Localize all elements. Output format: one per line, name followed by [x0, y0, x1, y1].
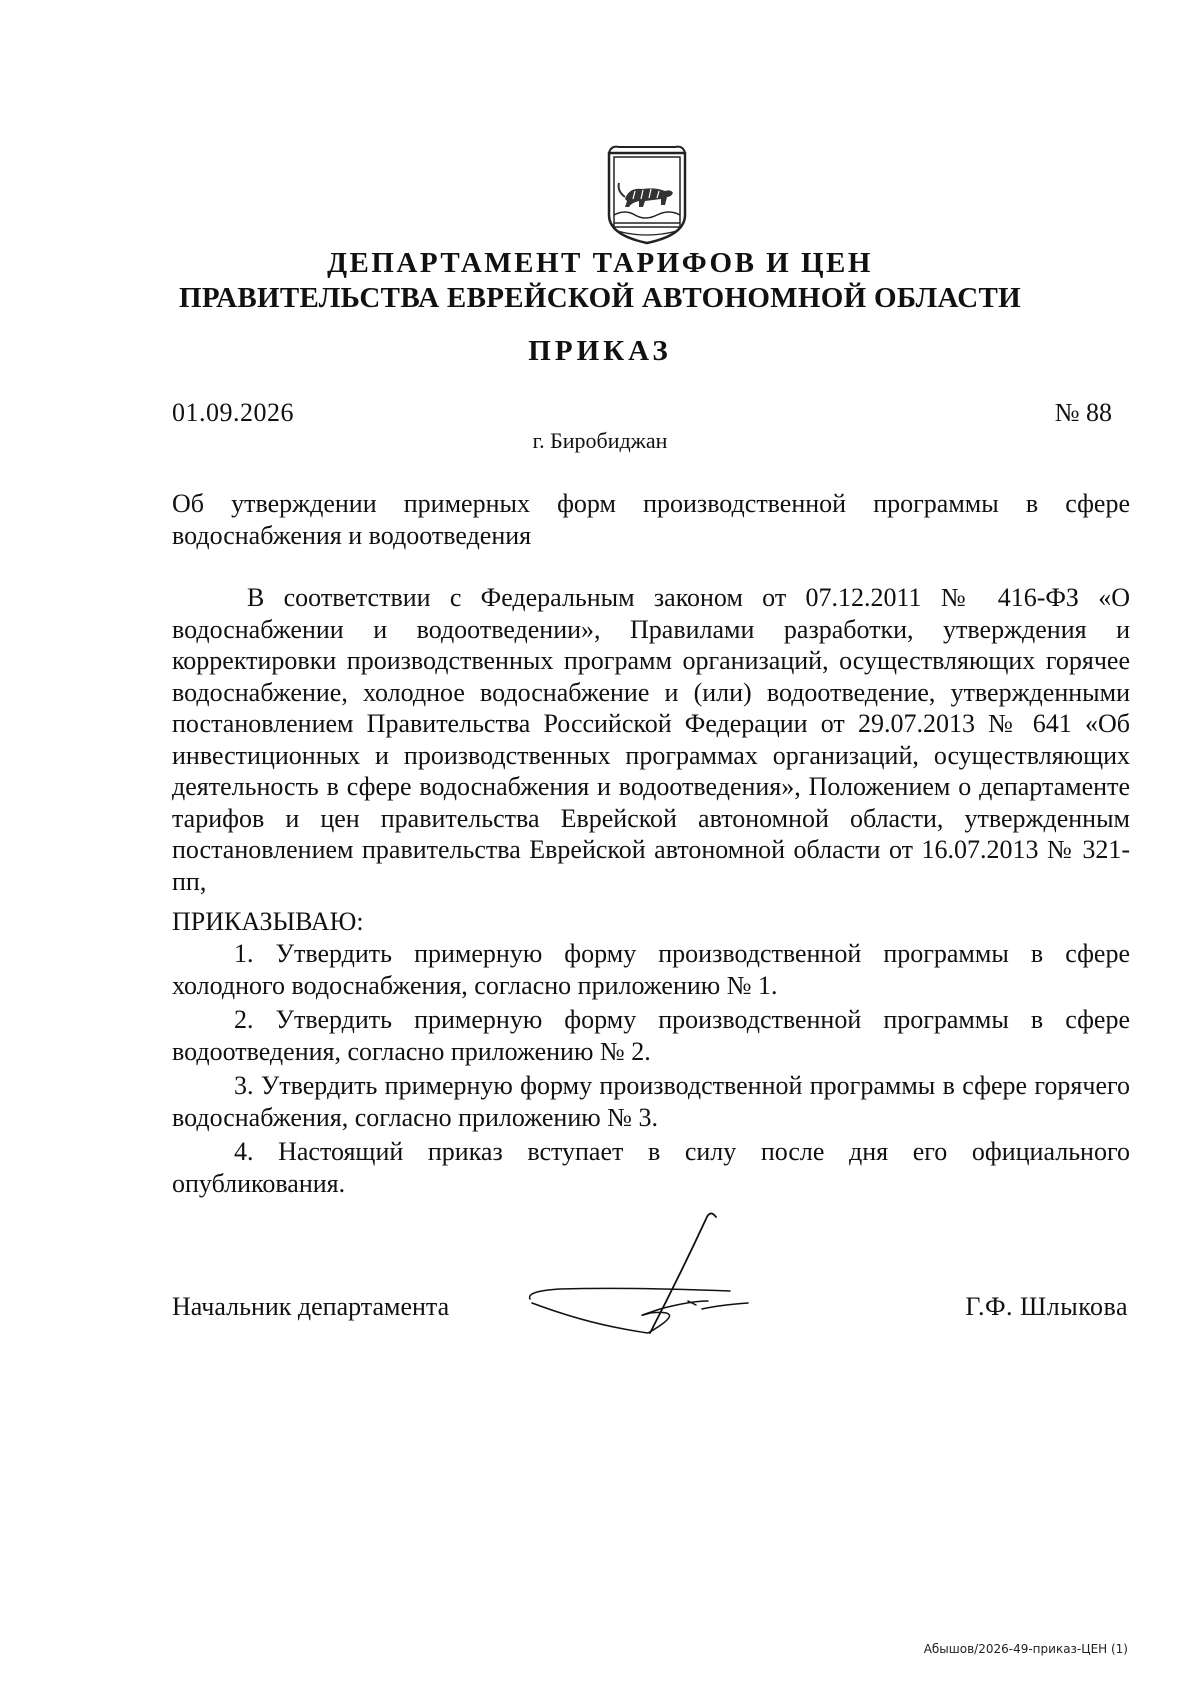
order-directive-word: ПРИКАЗЫВАЮ:	[172, 907, 364, 936]
order-item: 3. Утвердить примерную форму производственной программы в сфере горячего водоснабжения, согласно приложению № 3.	[172, 1071, 1130, 1132]
signatory-position: Начальник департамента	[172, 1292, 450, 1321]
document-footer-id: Абышов/2026-49-приказ-ЦЕН (1)	[923, 1642, 1128, 1656]
document-type-title: ПРИКАЗ	[528, 335, 672, 367]
order-date: 01.09.2026	[172, 398, 294, 427]
order-item: 2. Утвердить примерную форму производственной программы в сфере водоотведения, согласно приложению № 2.	[172, 1005, 1130, 1066]
order-city: г. Биробиджан	[532, 428, 668, 453]
signatory-name: Г.Ф. Шлыкова	[965, 1292, 1128, 1321]
order-item: 4. Настоящий приказ вступает в силу после дня его официального опубликования.	[172, 1137, 1130, 1198]
coat-of-arms-tiger-icon	[605, 143, 689, 245]
department-name-line2: ПРАВИТЕЛЬСТВА ЕВРЕЙСКОЙ АВТОНОМНОЙ ОБЛАСТИ	[178, 282, 1022, 314]
order-number: № 88	[1054, 398, 1112, 427]
order-subject: Об утверждении примерных форм производственной программы в сфере водоснабжения и водоотведения	[172, 489, 1130, 550]
order-preamble: В соответствии с Федеральным законом от 07.12.2011 № 416-ФЗ «О водоснабжении и водоотведении», Правилами разработки, утверждения и корректировки производственных программ организаций, осуществляющих горячее водоснабжение, холодное водоснабжение и (или) водоотведение, утвержденными постановлением Правительства Российской Федерации от 29.07.2013 № 641 «Об инвестиционных и производственных программах организаций, осуществляющих деятельность в сфере водоснабжения и водоотведения», Положением о департаменте тарифов и цен правительства Еврейской автономной области, утвержденным постановлением правительства Еврейской автономной области от 16.07.2013 № 321-пп,	[172, 583, 1130, 896]
department-name-line1: ДЕПАРТАМЕНТ ТАРИФОВ И ЦЕН	[327, 247, 873, 279]
handwritten-signature-icon	[520, 1205, 820, 1345]
order-item: 1. Утвердить примерную форму производственной программы в сфере холодного водоснабжения, согласно приложению № 1.	[172, 939, 1130, 1000]
